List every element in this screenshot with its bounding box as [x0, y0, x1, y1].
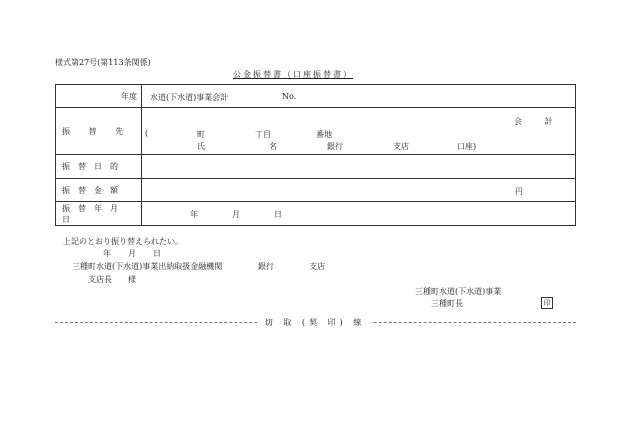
form-title: 公金振替書（口座振替書） [233, 70, 353, 79]
transfer-amount-label: 振替金額 [62, 185, 126, 195]
cell-fiscal-year-label [56, 85, 142, 108]
account-name: 水道(下水道)事業会計 [150, 93, 229, 102]
notice-year: 年 [103, 249, 111, 258]
paren-open: ( [145, 129, 149, 138]
row-fiscal-year [56, 85, 576, 108]
name-mei-label: 名 [269, 142, 277, 151]
row-transfer-destination [56, 108, 576, 155]
addressee-branch-manager: 支店長 [88, 275, 112, 284]
cell-transfer-purpose-label [56, 155, 142, 179]
cell-transfer-date-label [56, 202, 142, 226]
transfer-notice: 上記のとおり振り替えられたい。 [63, 237, 183, 246]
row-transfer-purpose [56, 155, 576, 179]
cell-transfer-amount-value[interactable] [142, 179, 576, 202]
name-shi-label: 氏 [197, 142, 205, 151]
notice-month: 月 [128, 249, 136, 258]
transfer-destination-label: 振 替 先 [62, 126, 132, 136]
yen-label: 円 [515, 187, 523, 196]
issuer-organization: 三種町水道(下水道)事業 [415, 287, 502, 296]
transfer-date-label: 振替年月日 [62, 203, 126, 224]
row-transfer-amount [56, 179, 576, 202]
transfer-purpose-label: 振替日的 [62, 162, 126, 171]
notice-day: 日 [153, 249, 161, 258]
addressee-branch: 支店 [309, 262, 325, 271]
number-label: No. [282, 92, 297, 101]
account-close-label: 口座) [457, 142, 477, 151]
transfer-form-table [55, 84, 576, 226]
bank-label: 銀行 [327, 142, 343, 151]
fiscal-year-label: 年度 [121, 91, 137, 101]
cell-transfer-date-value[interactable] [142, 202, 576, 226]
form-reference: 様式第27号(第113条関係) [55, 58, 151, 67]
cut-line-label: 切 取 (契 印) 線 [259, 318, 371, 327]
banchi-label: 番地 [316, 130, 332, 139]
addressee-honorific: 様 [128, 275, 136, 284]
transfer-month-label: 月 [232, 210, 240, 219]
cell-transfer-purpose-value[interactable] [142, 155, 576, 179]
addressee-bank: 銀行 [258, 262, 274, 271]
chome-label: 丁目 [255, 130, 271, 139]
issuer-mayor: 三種町長 [431, 299, 463, 308]
branch-label: 支店 [393, 142, 409, 151]
cell-transfer-amount-label [56, 179, 142, 202]
addressee-institution: 三種町水道(下水道)事業出納取扱金融機関 [72, 262, 223, 271]
transfer-day-label: 日 [274, 210, 282, 219]
seal-box: 印 [541, 297, 553, 309]
transfer-year-label: 年 [190, 210, 198, 219]
town-label: 町 [197, 130, 205, 139]
cut-line-label-wrap [0, 317, 630, 328]
accounting-label: 会 計 [514, 117, 563, 126]
cell-fiscal-year-value[interactable] [142, 85, 576, 108]
cell-transfer-destination-value[interactable] [142, 108, 576, 155]
cell-transfer-destination-label [56, 108, 142, 155]
row-transfer-date [56, 202, 576, 226]
